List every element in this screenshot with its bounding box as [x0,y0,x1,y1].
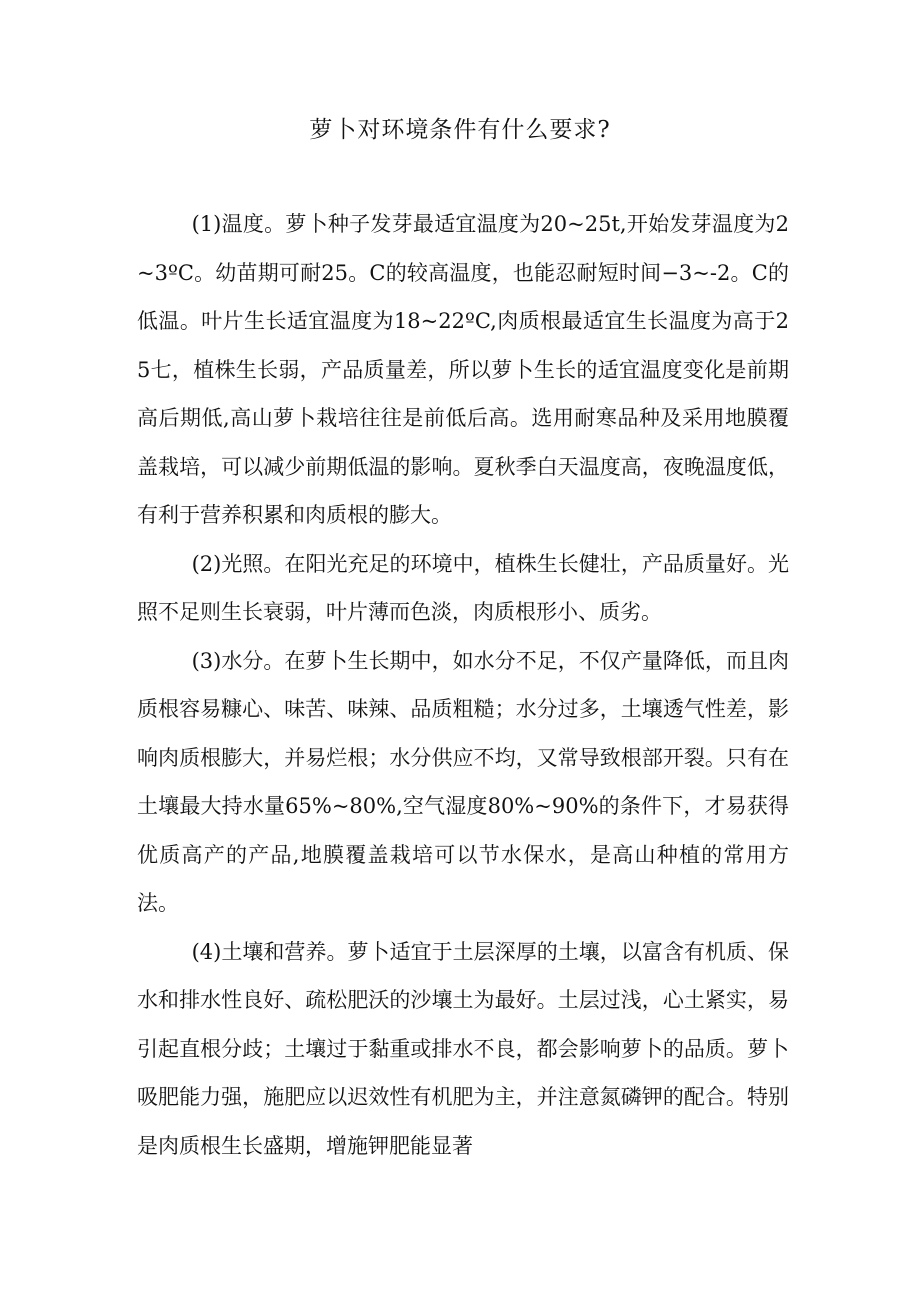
paragraph-soil-nutrition: (4)土壤和营养。萝卜适宜于土层深厚的土壤，以富含有机质、保水和排水性良好、疏松肥沃的沙壤土为最好。土层过浅，心土紧实，易引起直根分歧；土壤过于黏重或排水不良，都会影响萝卜的品质。萝卜吸肥能力强，施肥应以迟效性有机肥为主，并注意氮磷钾的配合。特别是肉质根生长盛期，增施钾肥能显著 [137,939,789,1158]
paragraph-water: (3)水分。在萝卜生长期中，如水分不足，不仅产量降低，而且肉质根容易糠心、味苦、味辣、品质粗糙；水分过多，土壤透气性差，影响肉质根膨大，并易烂根；水分供应不均，又常导致根部开裂。只有在土壤最大持水量65%~80%,空气湿度80%~90%的条件下，才易获得优质高产的产品,地膜覆盖栽培可以节水保水，是高山种植的常用方法。 [137,648,789,915]
paragraph-temperature: (1)温度。萝卜种子发芽最适宜温度为20~25t,开始发芽温度为2~3ºC。幼苗期可耐25。C的较高温度，也能忍耐短时间−3~-2。C的低温。叶片生长适宜温度为18~22ºC,肉质根最适宜生长温度为高于25七，植株生长弱，产品质量差，所以萝卜生长的适宜温度变化是前期高后期低,高山萝卜栽培往往是前低后高。选用耐寒品种及采用地膜覆盖栽培，可以减少前期低温的影响。夏秋季白天温度高，夜晚温度低，有利于营养积累和肉质根的膨大。 [137,212,789,527]
document-body [137,200,789,1170]
paragraph-light: (2)光照。在阳光充足的环境中，植株生长健壮，产品质量好。光照不足则生长衰弱，叶片薄而色淡，肉质根形小、质劣。 [137,551,789,624]
document-title: 萝卜对环境条件有什么要求? [309,117,611,143]
